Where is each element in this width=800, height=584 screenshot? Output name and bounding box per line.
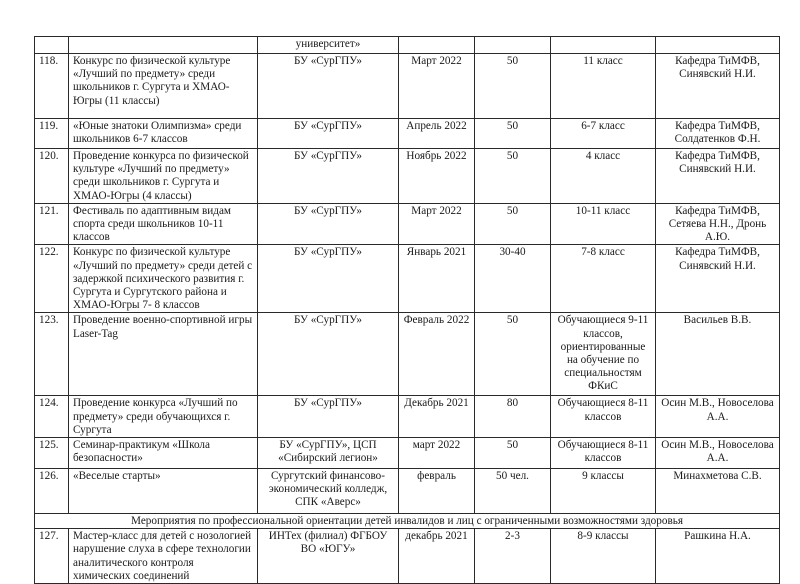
table-row	[35, 149, 780, 204]
cell-participants: 50	[475, 203, 551, 245]
cell-responsible: Кафедра ТиМФВ, Синявский Н.И.	[656, 245, 780, 313]
cell-responsible: Рашкина Н.А.	[656, 529, 780, 584]
cell-organizer: Сургутский финансово-экономический колледж, СПК «Аверс»	[258, 469, 399, 514]
cell-participants	[475, 37, 551, 54]
cell-name: Фестиваль по адаптивным видам спорта среди школьников 10-11 классов	[69, 203, 258, 245]
cell-date: Апрель 2022	[399, 119, 475, 149]
table-row	[35, 54, 780, 119]
events-table	[34, 36, 780, 584]
cell-responsible: Кафедра ТиМФВ, Сетяева Н.Н., Дронь А.Ю.	[656, 203, 780, 245]
cell-responsible	[656, 37, 780, 54]
cell-participants: 80	[475, 396, 551, 438]
cell-audience	[551, 37, 656, 54]
cell-participants: 50	[475, 438, 551, 469]
cell-audience: 8-9 классы	[551, 529, 656, 584]
table-row	[35, 119, 780, 149]
cell-audience: Обучающиеся 9-11 классов, ориентированные на обучение по специальностям ФКиС	[551, 313, 656, 396]
table-row	[35, 396, 780, 438]
cell-responsible: Кафедра ТиМФВ, Солдатенков Ф.Н.	[656, 119, 780, 149]
cell-participants: 50	[475, 149, 551, 204]
cell-participants: 50	[475, 54, 551, 119]
table-row	[35, 469, 780, 514]
cell-participants: 50	[475, 119, 551, 149]
cell-name: Конкурс по физической культуре «Лучший по предмету» среди школьников г. Сургута и ХМАО-Югры (11 классы)	[69, 54, 258, 119]
cell-name: «Юные знатоки Олимпизма» среди школьников 6-7 классов	[69, 119, 258, 149]
cell-num: 118.	[35, 54, 69, 119]
cell-audience: 6-7 класс	[551, 119, 656, 149]
cell-num: 122.	[35, 245, 69, 313]
cell-responsible: Васильев В.В.	[656, 313, 780, 396]
cell-participants: 50	[475, 313, 551, 396]
cell-date: декабрь 2021	[399, 529, 475, 584]
section-heading-row	[35, 514, 780, 529]
cell-audience: 4 класс	[551, 149, 656, 204]
cell-num: 125.	[35, 438, 69, 469]
cell-responsible: Осин М.В., Новоселова А.А.	[656, 396, 780, 438]
cell-date: Февраль 2022	[399, 313, 475, 396]
cell-participants: 50 чел.	[475, 469, 551, 514]
cell-name: Мастер-класс для детей с нозологией нарушение слуха в сфере технологии аналитического контроля химических соединений	[69, 529, 258, 584]
cell-num: 124.	[35, 396, 69, 438]
table-row	[35, 438, 780, 469]
cell-num: 123.	[35, 313, 69, 396]
cell-responsible: Осин М.В., Новоселова А.А.	[656, 438, 780, 469]
cell-audience: 11 класс	[551, 54, 656, 119]
cell-name: Проведение конкурса по физической культуре «Лучший по предмету» среди школьников г. Сургута и ХМАО-Югры (4 классы)	[69, 149, 258, 204]
cell-date: март 2022	[399, 438, 475, 469]
cell-num: 127.	[35, 529, 69, 584]
cell-date: Ноябрь 2022	[399, 149, 475, 204]
cell-participants: 30-40	[475, 245, 551, 313]
section-heading: Мероприятия по профессиональной ориентации детей инвалидов и лиц с ограниченными возможностями здоровья	[35, 514, 780, 529]
cell-date: февраль	[399, 469, 475, 514]
cell-organizer: БУ «СурГПУ»	[258, 203, 399, 245]
cell-num: 121.	[35, 203, 69, 245]
cell-name: Семинар-практикум «Школа безопасности»	[69, 438, 258, 469]
cell-responsible: Кафедра ТиМФВ, Синявский Н.И.	[656, 149, 780, 204]
cell-num: 120.	[35, 149, 69, 204]
cell-date: Декабрь 2021	[399, 396, 475, 438]
cell-name	[69, 37, 258, 54]
cell-organizer: ИНТех (филиал) ФГБОУ ВО «ЮГУ»	[258, 529, 399, 584]
cell-num: 126.	[35, 469, 69, 514]
cell-date	[399, 37, 475, 54]
cell-name: «Веселые старты»	[69, 469, 258, 514]
table-row	[35, 203, 780, 245]
table-row	[35, 313, 780, 396]
cell-name: Конкурс по физической культуре «Лучший по предмету» среди детей с задержкой психического развития г. Сургута и Сургутского района и ХМАО-Югры 7- 8 классов	[69, 245, 258, 313]
cell-audience: 9 классы	[551, 469, 656, 514]
cell-audience: Обучающиеся 8-11 классов	[551, 438, 656, 469]
cell-organizer: БУ «СурГПУ»	[258, 396, 399, 438]
table-row-continuation	[35, 37, 780, 54]
cell-audience: Обучающиеся 8-11 классов	[551, 396, 656, 438]
cell-participants: 2-3	[475, 529, 551, 584]
cell-responsible: Минахметова С.В.	[656, 469, 780, 514]
cell-date: Январь 2021	[399, 245, 475, 313]
cell-organizer: БУ «СурГПУ»	[258, 149, 399, 204]
cell-date: Март 2022	[399, 54, 475, 119]
cell-num	[35, 37, 69, 54]
cell-date: Март 2022	[399, 203, 475, 245]
cell-organizer: БУ «СурГПУ»	[258, 54, 399, 119]
cell-name: Проведение конкурса «Лучший по предмету» среди обучающихся г. Сургута	[69, 396, 258, 438]
cell-organizer: университет»	[258, 37, 399, 54]
cell-num: 119.	[35, 119, 69, 149]
cell-organizer: БУ «СурГПУ», ЦСП «Сибирский легион»	[258, 438, 399, 469]
cell-audience: 10-11 класс	[551, 203, 656, 245]
table-row	[35, 245, 780, 313]
cell-organizer: БУ «СурГПУ»	[258, 119, 399, 149]
cell-responsible: Кафедра ТиМФВ, Синявский Н.И.	[656, 54, 780, 119]
table-row	[35, 529, 780, 584]
cell-name: Проведение военно-спортивной игры Laser-Tag	[69, 313, 258, 396]
cell-audience: 7-8 класс	[551, 245, 656, 313]
cell-organizer: БУ «СурГПУ»	[258, 245, 399, 313]
cell-organizer: БУ «СурГПУ»	[258, 313, 399, 396]
